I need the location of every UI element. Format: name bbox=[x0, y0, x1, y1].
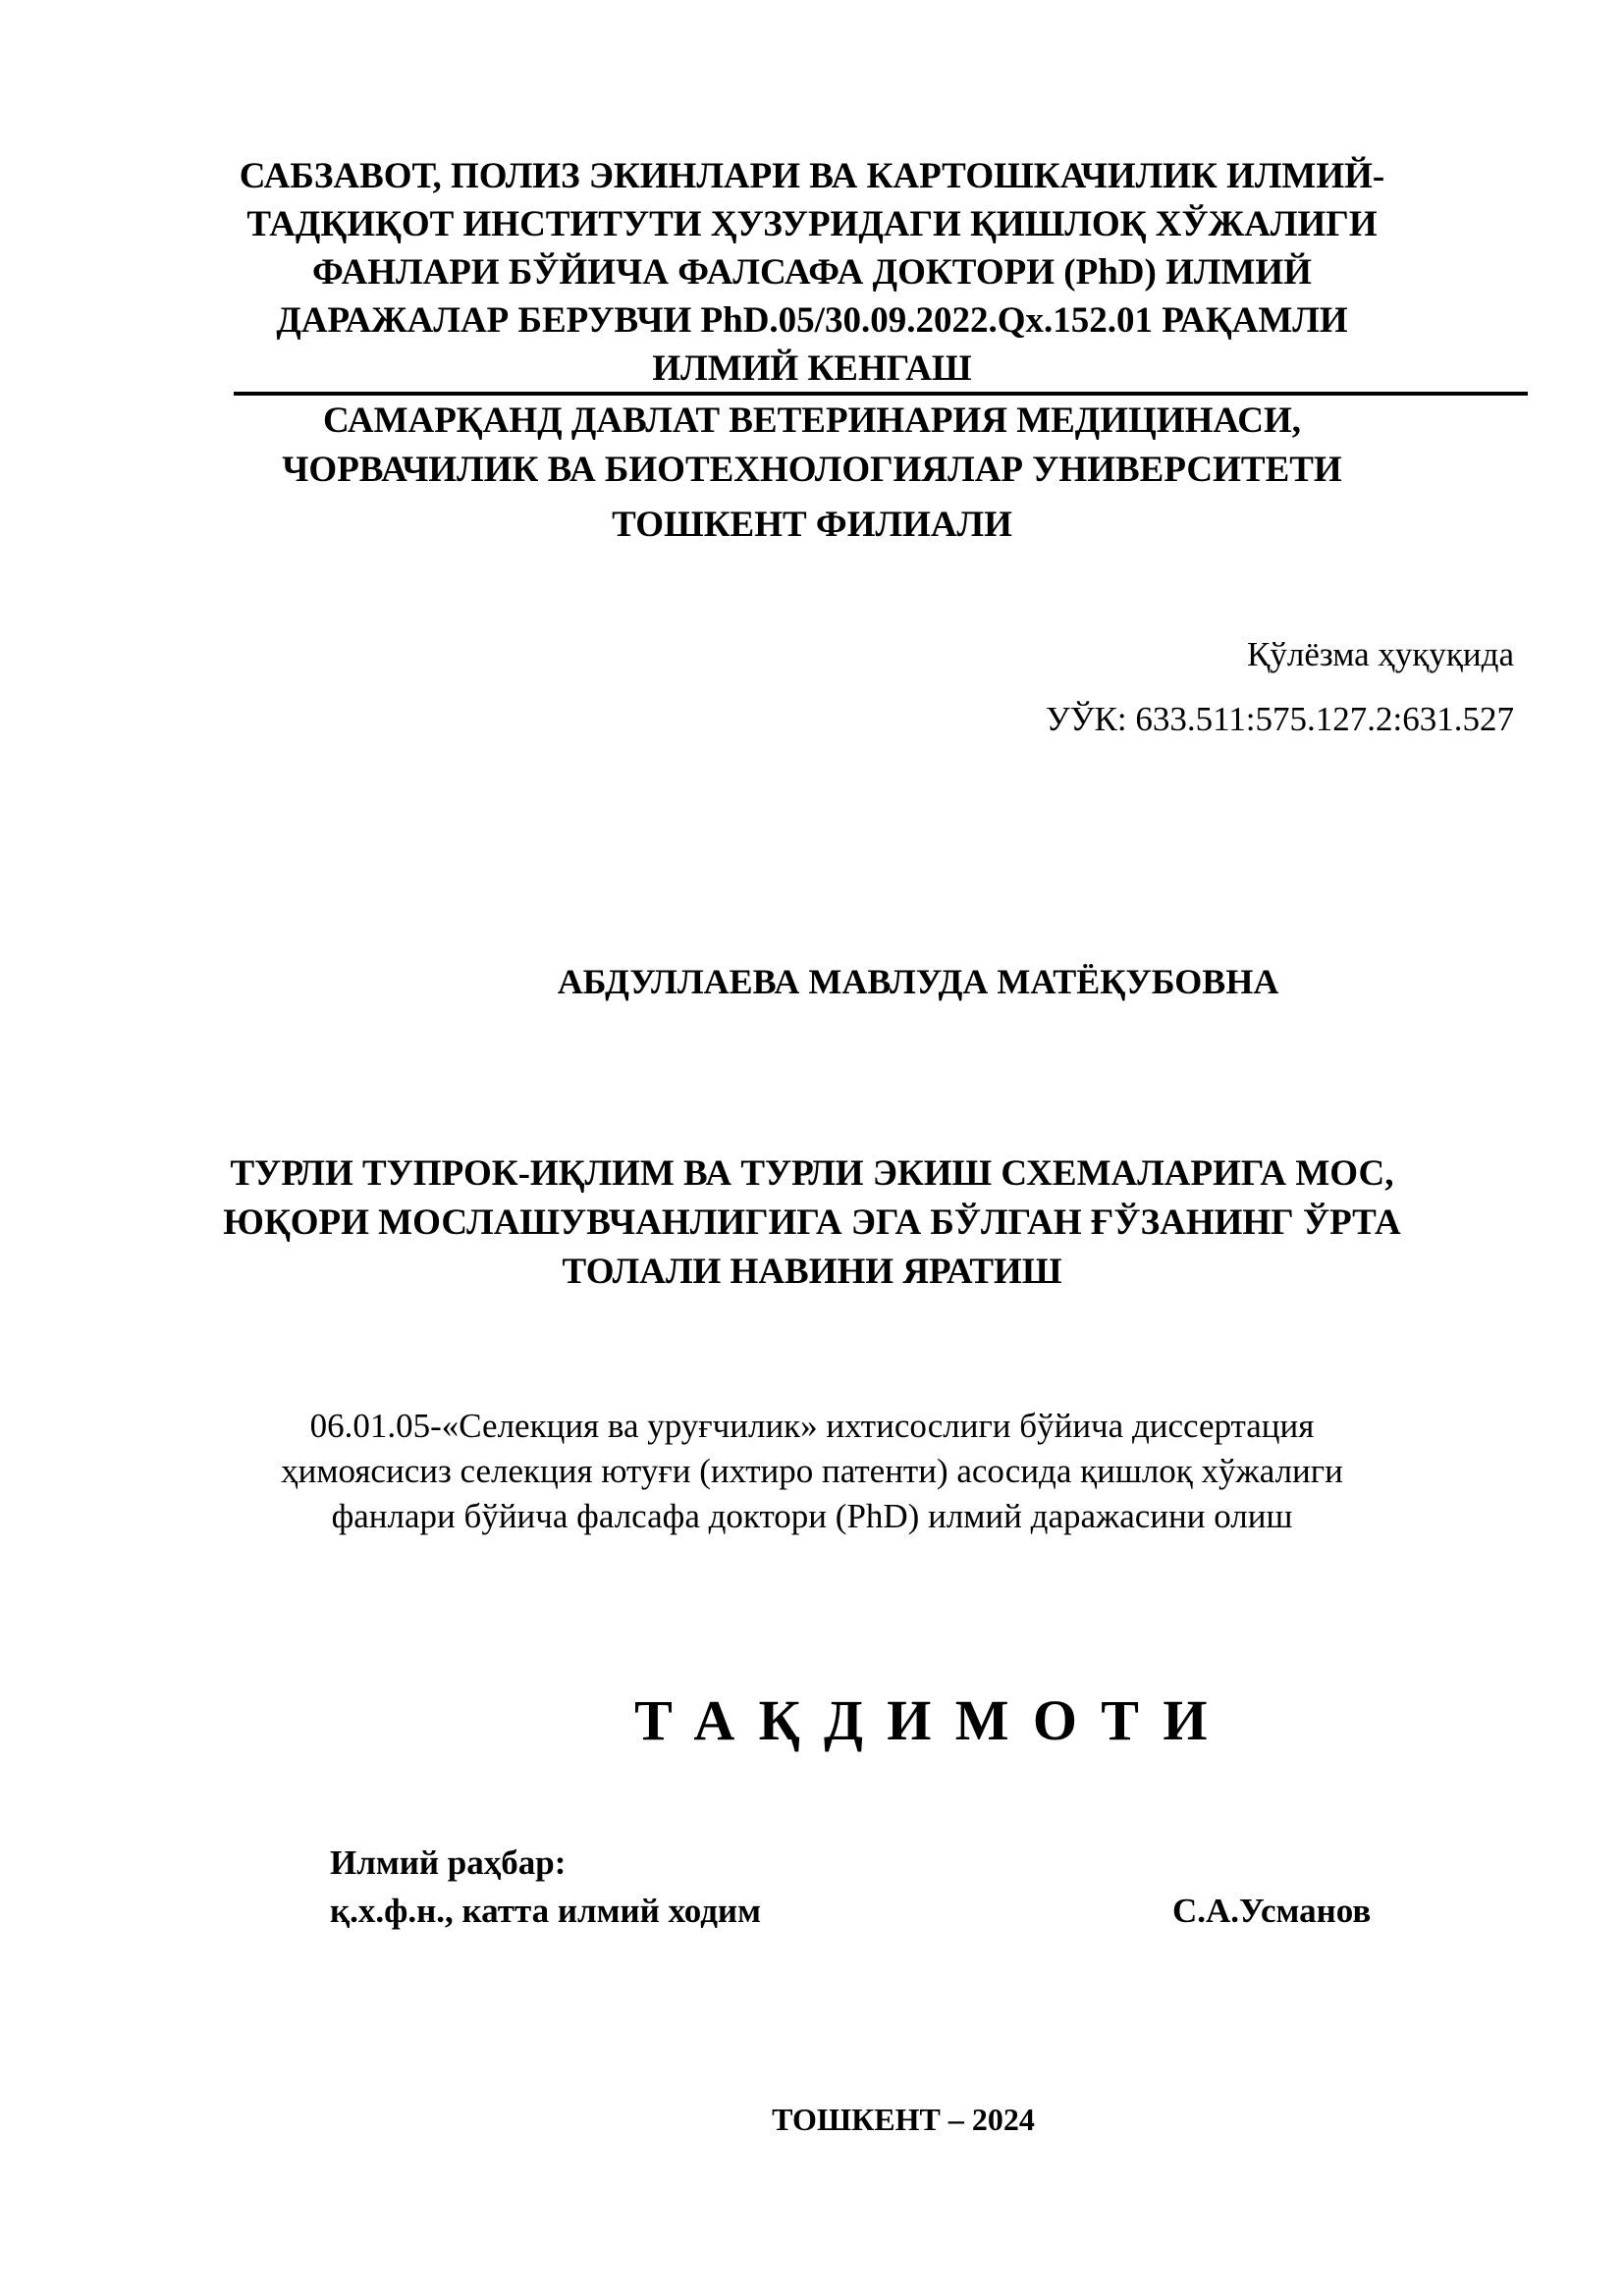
dissertation-title bbox=[196, 1149, 1428, 1297]
advisor-label: Илмий раҳбар: bbox=[330, 1843, 567, 1882]
council-line: ИЛМИЙ КЕНГАШ bbox=[652, 348, 972, 389]
university-heading bbox=[196, 397, 1428, 550]
horizontal-divider bbox=[234, 392, 1528, 396]
title-line: ЮҚОРИ МОСЛАШУВЧАНЛИГИГА ЭГА БЎЛГАН ҒЎЗАНИНГ ЎРТА bbox=[223, 1202, 1401, 1243]
council-line: ДАРАЖАЛАР БЕРУВЧИ PhD.05/30.09.2022.Qx.152.01 РАҚАМЛИ bbox=[276, 300, 1348, 341]
manuscript-rights: Қўлёзма ҳуқуқида bbox=[1247, 635, 1514, 673]
specialty-description bbox=[196, 1404, 1428, 1539]
council-line: ТАДҚИҚОТ ИНСТИТУТИ ҲУЗУРИДАГИ ҚИШЛОҚ ХЎЖАЛИГИ bbox=[246, 204, 1378, 244]
udk-code: УЎК: 633.511:575.127.2:631.527 bbox=[1045, 700, 1514, 738]
advisor-degree: қ.х.ф.н., катта илмий ходим bbox=[330, 1892, 761, 1930]
specialty-line: фанлари бўйича фалсафа доктори (PhD) илмий даражасини олиш bbox=[331, 1497, 1293, 1535]
title-line: ТУРЛИ ТУПРОК-ИҚЛИМ ВА ТУРЛИ ЭКИШ СХЕМАЛАРИГА МОС, bbox=[230, 1153, 1394, 1194]
presentation-heading: ТАҚДИМОТИ bbox=[634, 1688, 1231, 1752]
council-line: САБЗАВОТ, ПОЛИЗ ЭКИНЛАРИ ВА КАРТОШКАЧИЛИК ИЛМИЙ- bbox=[239, 156, 1385, 196]
university-line: САМАРҚАНД ДАВЛАТ ВЕТЕРИНАРИЯ МЕДИЦИНАСИ, bbox=[322, 400, 1302, 441]
council-line: ФАНЛАРИ БЎЙИЧА ФАЛСАФА ДОКТОРИ (PhD) ИЛМИЙ bbox=[312, 252, 1312, 293]
council-heading bbox=[196, 152, 1428, 393]
specialty-line: 06.01.05-«Селекция ва уруғчилик» ихтисослиги бўйича диссертация bbox=[309, 1407, 1315, 1445]
university-line: ТОШКЕНТ ФИЛИАЛИ bbox=[612, 505, 1012, 545]
university-line: ЧОРВАЧИЛИК ВА БИОТЕХНОЛОГИЯЛАР УНИВЕРСИТЕТИ bbox=[282, 450, 1342, 490]
title-line: ТОЛАЛИ НАВИНИ ЯРАТИШ bbox=[562, 1252, 1062, 1292]
city-year: ТОШКЕНТ – 2024 bbox=[772, 2102, 1035, 2137]
advisor-name: С.А.Усманов bbox=[1172, 1892, 1372, 1930]
author-name: АБДУЛЛАЕВА МАВЛУДА МАТЁҚУБОВНА bbox=[557, 962, 1279, 1001]
specialty-line: ҳимоясисиз селекция ютуғи (ихтиро патенти) асосида қишлоқ хўжалиги bbox=[281, 1452, 1343, 1490]
